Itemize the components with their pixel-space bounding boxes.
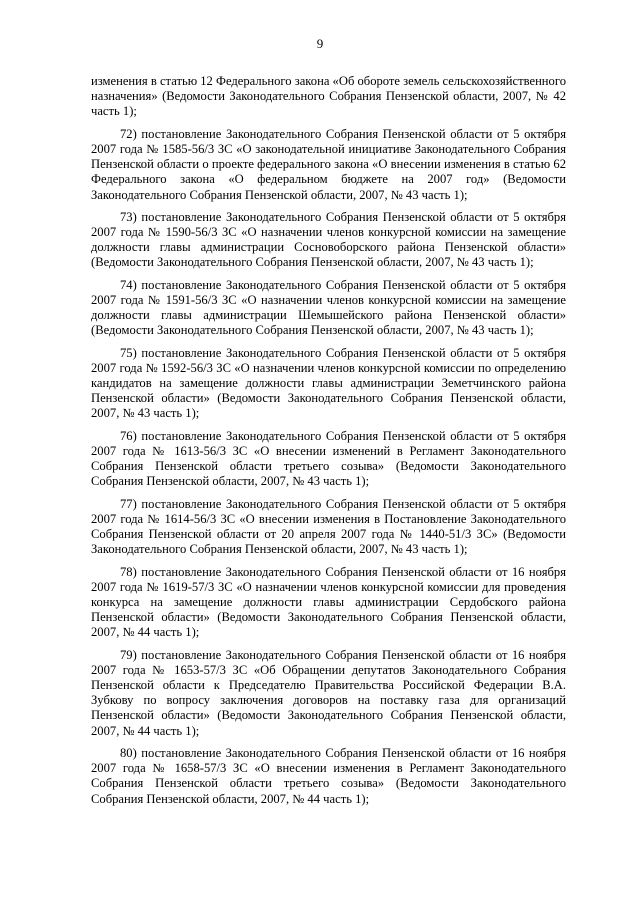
page-number: 9: [316, 36, 324, 51]
list-item-75: 75) постановление Законодательного Собрания Пензенской области от 5 октября 2007 года № 1592-56/3 ЗС «О назначении членов конкурсной комиссии по определению кандидатов на замещение должности главы администрации Земетчинского района Пензенской области» (Ведомости Законодательного Собрания Пензенской области, 2007, № 43 часть 1);: [91, 345, 566, 421]
paragraph-continuation: изменения в статью 12 Федерального закона «Об обороте земель сельскохозяйственного назначения» (Ведомости Законодательного Собрания Пензенской области, 2007, № 42 часть 1);: [91, 74, 566, 119]
document-body: [91, 74, 566, 814]
list-item-78: 78) постановление Законодательного Собрания Пензенской области от 16 ноября 2007 года № 1619-57/3 ЗС «О назначении членов конкурсной комиссии для проведения конкурса на замещение должности главы администрации Сердобского района Пензенской области» (Ведомости Законодательного Собрания Пензенской области, 2007, № 44 часть 1);: [91, 564, 566, 640]
list-item-79: 79) постановление Законодательного Собрания Пензенской области от 16 ноября 2007 года № 1653-57/3 ЗС «Об Обращении депутатов Законодательного Собрания Пензенской области к Председателю Правительства Российской Федерации В.А. Зубкову по вопросу заключения договоров на поставку газа для организаций Пензенской области» (Ведомости Законодательного Собрания Пензенской области, 2007, № 44 часть 1);: [91, 647, 566, 738]
list-item-76: 76) постановление Законодательного Собрания Пензенской области от 5 октября 2007 года № 1613-56/3 ЗС «О внесении изменений в Регламент Законодательного Собрания Пензенской области третьего созыва» (Ведомости Законодательного Собрания Пензенской области, 2007, № 43 часть 1);: [91, 428, 566, 489]
list-item-74: 74) постановление Законодательного Собрания Пензенской области от 5 октября 2007 года № 1591-56/3 ЗС «О назначении членов конкурсной комиссии на замещение должности главы администрации Шемышейского района Пензенской области» (Ведомости Законодательного Собрания Пензенской области, 2007, № 43 часть 1);: [91, 277, 566, 338]
list-item-72: 72) постановление Законодательного Собрания Пензенской области от 5 октября 2007 года № 1585-56/3 ЗС «О законодательной инициативе Законодательного Собрания Пензенской области о проекте федерального закона «О внесении изменения в статью 62 Федерального закона «О федеральном бюджете на 2007 год» (Ведомости Законодательного Собрания Пензенской области, 2007, № 43 часть 1);: [91, 126, 566, 202]
list-item-77: 77) постановление Законодательного Собрания Пензенской области от 5 октября 2007 года № 1614-56/3 ЗС «О внесении изменения в Постановление Законодательного Собрания Пензенской области от 20 апреля 2007 года № 1440-51/3 ЗС» (Ведомости Законодательного Собрания Пензенской области, 2007, № 43 часть 1);: [91, 496, 566, 557]
list-item-80: 80) постановление Законодательного Собрания Пензенской области от 16 ноября 2007 года № 1658-57/3 ЗС «О внесении изменения в Регламент Законодательного Собрания Пензенской области третьего созыва» (Ведомости Законодательного Собрания Пензенской области, 2007, № 44 часть 1);: [91, 745, 566, 806]
list-item-73: 73) постановление Законодательного Собрания Пензенской области от 5 октября 2007 года № 1590-56/3 ЗС «О назначении членов конкурсной комиссии на замещение должности главы администрации Сосновоборского района Пензенской области» (Ведомости Законодательного Собрания Пензенской области, 2007, № 43 часть 1);: [91, 209, 566, 270]
